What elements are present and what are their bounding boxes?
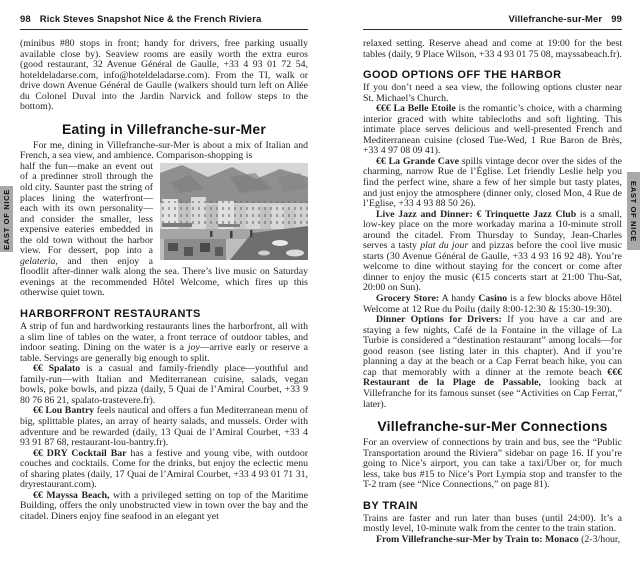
section-heading-connections bbox=[363, 419, 622, 434]
paragraph-hotel-continuation bbox=[20, 39, 308, 113]
body-text: and pizzas before the cool live music starts (30 Avenue Général de Gaulle, +33 4 93 16 92 48). You’re welcome to dine without staying for the concert or come after dinner to enjoy the music (€15 concerts start at 21:00 Thu-Sat, 20:00 on Sun). bbox=[363, 240, 622, 294]
body-text: For an overview of connections by train and bus, see the “Public Transportation around the Riviera” sidebar on page 16. If you’re going to Nice’s airport, you can take a taxi/Uber or, for much less, take bus #15 to Nice’s Port Lympia stop and transfer to the T-2 tram (see “Nice Connections,” on page 81). bbox=[363, 437, 622, 491]
listing-grocery-store bbox=[363, 294, 622, 315]
bold-text: €€€ Restaurant de la Plage de Passable, bbox=[363, 366, 622, 389]
subsection-heading-by-train bbox=[363, 500, 622, 512]
bold-text: €€ DRY Cocktail Bar bbox=[33, 447, 127, 459]
paragraph-eating-intro-lead bbox=[20, 141, 308, 162]
subsection-heading-harborfront bbox=[20, 308, 308, 320]
body-text: feels nautical and offers a fun Mediterranean menu of big, splittable plates, an array of hearty salads, and mussels. Order with adventure and be rewarded (daily, 13 Quai de l’Amiral Courbet, +33 4 93 91 87 68, restaurant-lou-bantry.fr). bbox=[20, 405, 308, 449]
paragraph-by-train-intro bbox=[363, 514, 622, 535]
italic-text: joy bbox=[187, 342, 200, 354]
body-text: spills vintage decor over the sides of the charming, narrow Rue de l’Église. Let friendly Leslie help you find the perfect wine, share a few of her simple but tasty plates, and just enjoy the atmosphere (dinner only, closed Mon, 4 Rue de l’Eglise, +33 4 93 88 50 26). bbox=[363, 155, 622, 210]
listing-la-belle-etoile bbox=[363, 104, 622, 157]
body-text: is a few blocks above Hôtel Welcome at 12 Rue du Poilu (daily 8:00-12:30 & 15:30-19:30). bbox=[363, 293, 622, 315]
right-edge-tab-label: EAST OF NICE bbox=[629, 180, 638, 242]
body-text: For me, dining in Villefranche-sur-Mer is about a mix of Italian and French, a sea view, and ambience. Comparison-shopping is bbox=[20, 139, 308, 162]
body-text: A handy bbox=[439, 293, 479, 305]
listing-lou-bantry bbox=[20, 406, 308, 448]
body-text: half the fun—make an event out of a predinner stroll through the old city. Saunter past the string of places lining the waterfront—each with its own personality—and consider the smaller, less expensive eateries embedded in the old town without the harbor view. For dessert, pop into a bbox=[20, 160, 153, 257]
paragraph-train-destinations bbox=[363, 535, 622, 546]
bold-text: €€ Mayssa Beach, bbox=[33, 489, 110, 501]
body-text: If you have a car and are staying a few nights, Café de la Fontaine in the village of La Turbie is considered a “destination restaurant” among locals—for good reason (see listing later in this chapter). And if you’re planning a day at the beach or a Cap Ferrat beach hike, you can cap that memorably with a dinner at the remote beach bbox=[363, 314, 622, 378]
bold-text: Grocery Store: bbox=[376, 293, 440, 305]
left-running-title: Rick Steves Snapshot Nice & the French Riviera bbox=[39, 14, 262, 25]
body-text: with a privileged setting on top of the Maritime Building, offers the only unobstructed view in town over the bay and the citadel. Diners enjoy fine seafood in an elegant yet bbox=[20, 489, 308, 522]
body-text: is the romantic’s choice, with a charming interior graced with white tablecloths and soft lighting. This intimate place serves delicious and well-presented French and Mediterranean cuisine (closed Tue-Wed, 1 Rue Baron de Brès, +33 4 97 08 09 41). bbox=[363, 103, 622, 157]
right-page-number: 99 bbox=[611, 14, 622, 25]
paragraph-harborfront-intro bbox=[20, 322, 308, 364]
body-text: Villefranche-sur-Mer Connections bbox=[377, 418, 608, 435]
body-text: relaxed setting. Reserve ahead and come at 19:00 for the best tables (daily, 9 Place Wilson, +33 4 93 01 75 08, mayssabeach.fr). bbox=[363, 38, 622, 60]
right-running-head bbox=[363, 0, 622, 25]
bold-text: €€€ La Belle Etoile bbox=[376, 103, 456, 115]
bold-text: €€ Lou Bantry bbox=[33, 405, 95, 417]
paragraph-eating-intro-wrap bbox=[20, 162, 308, 299]
body-text: —arrive early or reserve a table. Servings are generally big enough to split. bbox=[20, 342, 308, 364]
section-heading-eating bbox=[20, 122, 308, 137]
body-text: BY TRAIN bbox=[363, 499, 418, 512]
right-edge-section-tab bbox=[627, 172, 640, 250]
body-text: is a casual and family-friendly place—youthful and family-run—with Italian and Mediterranean cuisine, salads, vegan bowls, poke bowls, and pizza (daily, 5 Quai de l’Amiral Courbet, +33 9 80 76 86 21, spalato-trastevere.fr). bbox=[20, 363, 308, 406]
body-text: If you don’t need a sea view, the following options cluster near St. Michael’s Church. bbox=[363, 82, 622, 104]
body-text: Trains are faster and run later than buses (until 24:00). It’s a mostly level, 10-minute walk from the center to the train station. bbox=[363, 512, 622, 535]
body-text: HARBORFRONT RESTAURANTS bbox=[20, 308, 201, 321]
bold-text: Casino bbox=[478, 293, 508, 305]
italic-text: plat du jour bbox=[420, 240, 469, 252]
left-page-number: 98 bbox=[20, 14, 31, 25]
listing-dry-cocktail-bar bbox=[20, 449, 308, 491]
body-text: (2-3/hour, bbox=[578, 533, 621, 545]
paragraph-off-harbor-intro bbox=[363, 83, 622, 104]
subsection-heading-off-harbor bbox=[363, 69, 622, 81]
listing-dinner-options-drivers bbox=[363, 315, 622, 410]
left-running-head bbox=[20, 0, 308, 25]
bold-text: Live Jazz and Dinner: € Trinquette Jazz Club bbox=[376, 208, 577, 220]
listing-spalato bbox=[20, 364, 308, 406]
body-text: (minibus #80 stops in front; handy for drivers, free parking usually available close by). Seaview rooms are easily worth the extra euros (good restaurant, 32 Avenue Général de Gaulle, +33 4 93 01 72 54, hoteldeladarse.com, info@hoteldeladarse.com). From the TI, walk or drive down Avenue Général de Gaulle (walkers should turn left on Allée du Colonel Duval into the Jardin Narvick and follow steps to the bottom). bbox=[20, 38, 308, 113]
right-page bbox=[363, 0, 622, 568]
left-page-body bbox=[20, 39, 308, 522]
left-page bbox=[20, 0, 308, 568]
listing-mayssa-beach bbox=[20, 491, 308, 523]
bold-text: €€ La Grande Cave bbox=[376, 155, 460, 167]
body-text: looking back at Villefranche for its famous sunset (see “Activities on Cap Ferrat,” later). bbox=[363, 377, 622, 410]
listing-mayssa-beach-continuation bbox=[363, 39, 622, 60]
bold-text: From Villefranche-sur-Mer by Train to: Monaco bbox=[376, 533, 579, 545]
harborfront-photo-graphic bbox=[160, 163, 308, 260]
right-page-body bbox=[363, 39, 622, 545]
bold-text: Dinner Options for Drivers: bbox=[376, 314, 502, 326]
left-header-rule bbox=[20, 29, 308, 30]
body-text: is a small, low-key place on the more workaday marina a 10-minute stroll around the citadel. From Thursday to Sunday, Jean-Charles serves a tasty bbox=[363, 208, 622, 252]
body-text: , and then enjoy a floodlit after-dinner walk along the sea. There’s live music on Saturday evenings at the recommended Hôtel Welcome, which fires up this otherwise quiet town. bbox=[20, 255, 308, 299]
body-text: GOOD OPTIONS OFF THE HARBOR bbox=[363, 69, 562, 82]
italic-text: gelateria bbox=[20, 255, 56, 267]
listing-trinquette-jazz-club bbox=[363, 210, 622, 294]
left-edge-section-tab bbox=[0, 186, 13, 252]
listing-la-grande-cave bbox=[363, 157, 622, 210]
right-header-rule bbox=[363, 29, 622, 30]
body-text: has a festive and young vibe, with outdoor couches and cocktails. Come for the drinks, but enjoy the eclectic menu of sharing plates (daily, 17 Quai de l’Amiral Courbet, +33 4 93 01 71 31, dryrestaurant.com). bbox=[20, 447, 308, 491]
body-text: A strip of fun and hardworking restaurants lines the harborfront, all with a slim line of tables on the water, a front terrace of outdoor tables, and indoor seating. Dining on the water is a bbox=[20, 321, 308, 354]
harborfront-photo bbox=[160, 163, 308, 260]
right-running-title: Villefranche-sur-Mer bbox=[508, 14, 603, 25]
paragraph-connections-intro bbox=[363, 438, 622, 491]
body-text: Eating in Villefranche-sur-Mer bbox=[61, 120, 267, 137]
left-edge-tab-label: EAST OF NICE bbox=[2, 188, 11, 250]
bold-text: €€ Spalato bbox=[33, 363, 81, 375]
